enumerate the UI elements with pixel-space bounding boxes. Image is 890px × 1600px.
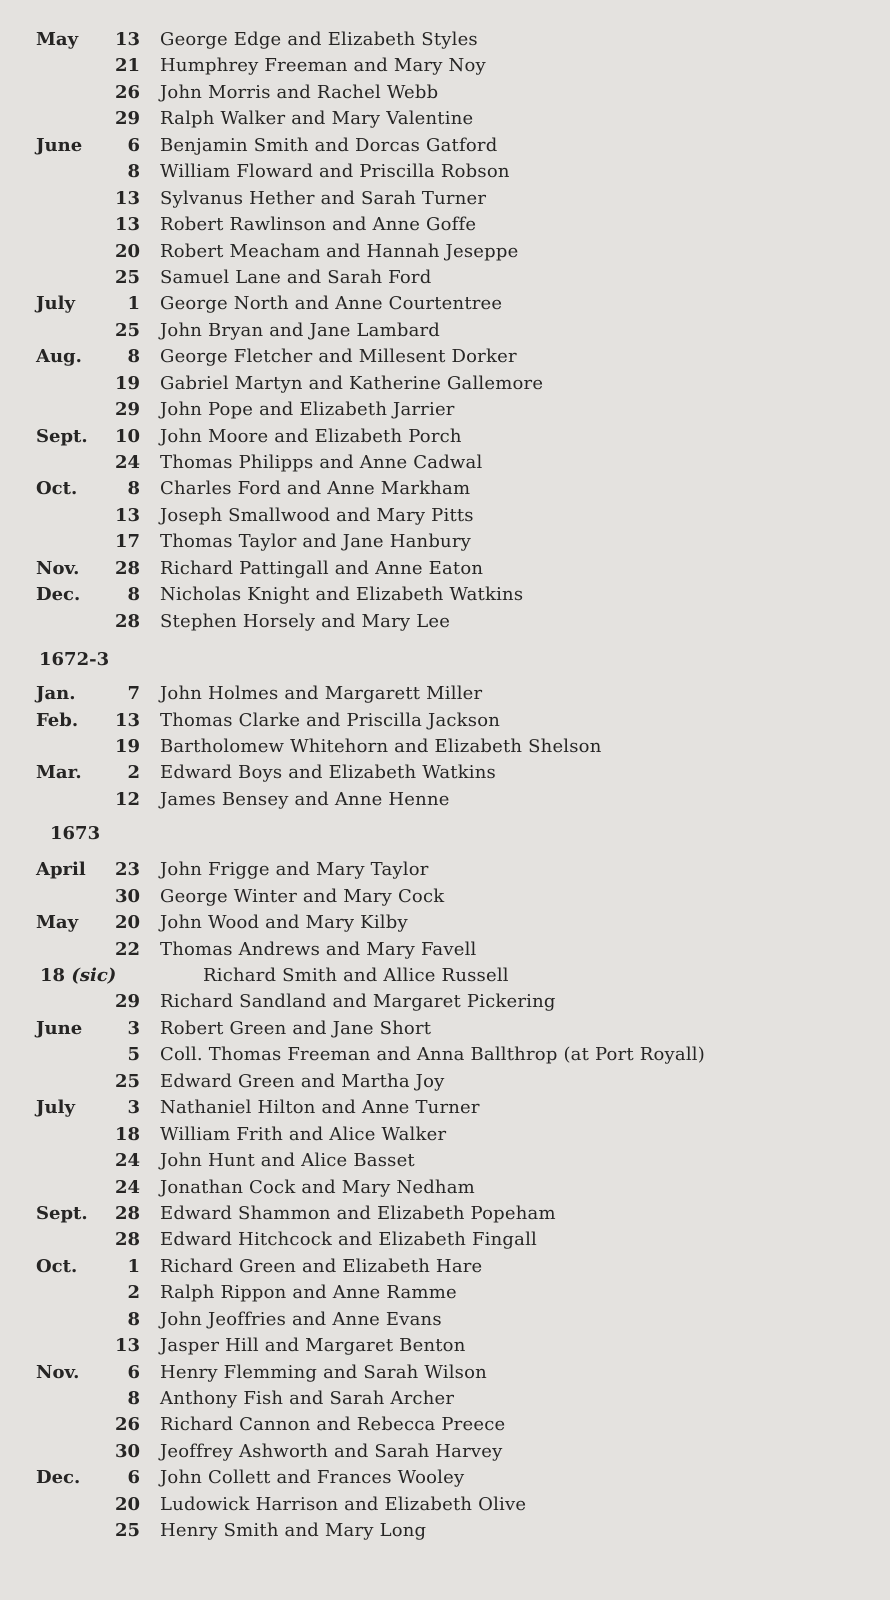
entry-day: 19 bbox=[114, 735, 140, 757]
entry-names: Thomas Taylor and Jane Hanbury bbox=[160, 531, 472, 553]
register-entry bbox=[0, 857, 890, 883]
entry-month: Oct. bbox=[36, 478, 78, 500]
entry-month: Sept. bbox=[36, 425, 88, 447]
register-entry bbox=[0, 734, 890, 760]
entry-day: 18 bbox=[114, 1123, 140, 1145]
register-entry bbox=[0, 1412, 890, 1438]
register-entry bbox=[0, 450, 890, 476]
entry-names: Robert Rawlinson and Anne Goffe bbox=[160, 214, 477, 236]
register-entry bbox=[0, 609, 890, 635]
entry-day: 8 bbox=[127, 346, 140, 368]
entry-names: Robert Meacham and Hannah Jeseppe bbox=[160, 240, 519, 262]
entry-day: 13 bbox=[114, 214, 140, 236]
entry-names: Ralph Rippon and Anne Ramme bbox=[160, 1282, 457, 1304]
entry-names: Richard Green and Elizabeth Hare bbox=[160, 1255, 483, 1277]
entry-day: 30 bbox=[114, 1440, 140, 1462]
register-entry bbox=[0, 27, 890, 53]
entry-day: 10 bbox=[114, 425, 140, 447]
entry-day: 20 bbox=[114, 1493, 140, 1515]
entry-day: 1 bbox=[127, 293, 140, 315]
entry-names: Coll. Thomas Freeman and Anna Ballthrop (at Port Royall) bbox=[160, 1044, 705, 1066]
register-entry bbox=[0, 1016, 890, 1042]
entry-day: 28 bbox=[114, 1202, 140, 1224]
entry-month: Nov. bbox=[36, 1361, 80, 1383]
entry-day: 26 bbox=[114, 81, 140, 103]
entry-day: 5 bbox=[127, 1044, 140, 1066]
entry-names: Thomas Philipps and Anne Cadwal bbox=[160, 452, 483, 473]
register-entry bbox=[0, 476, 890, 502]
entry-names: Richard Cannon and Rebecca Preece bbox=[160, 1414, 506, 1436]
entry-day: 13 bbox=[114, 187, 140, 209]
entry-day: 6 bbox=[127, 1361, 140, 1383]
register-entry bbox=[0, 212, 890, 238]
register-entry bbox=[0, 1280, 890, 1306]
entry-names: John Frigge and Mary Taylor bbox=[160, 859, 429, 881]
entry-day: 3 bbox=[127, 1097, 140, 1119]
entry-day: 29 bbox=[114, 991, 140, 1013]
entry-day: 13 bbox=[114, 504, 140, 526]
entry-day: 13 bbox=[114, 1335, 140, 1357]
entry-day: 17 bbox=[114, 531, 140, 553]
register-entry bbox=[0, 53, 890, 79]
register-entry bbox=[0, 159, 890, 185]
entry-names: Sylvanus Hether and Sarah Turner bbox=[160, 187, 487, 209]
entry-day: 1 bbox=[127, 1255, 140, 1277]
register-entry bbox=[0, 291, 890, 317]
entry-month: Dec. bbox=[36, 1467, 81, 1489]
register-entry bbox=[0, 884, 890, 910]
entry-names: Richard Sandland and Margaret Pickering bbox=[160, 991, 556, 1013]
entry-day: 6 bbox=[127, 134, 140, 156]
entry-day: 22 bbox=[114, 938, 140, 960]
entry-day: 20 bbox=[114, 912, 140, 934]
entry-day: 8 bbox=[127, 584, 140, 606]
register-entry bbox=[0, 1069, 890, 1095]
entry-day: 23 bbox=[114, 859, 140, 881]
register-entry bbox=[0, 133, 890, 159]
register-entry bbox=[0, 937, 890, 963]
register-entry bbox=[0, 1148, 890, 1174]
register-entry bbox=[0, 1175, 890, 1201]
entry-day: 6 bbox=[127, 1467, 140, 1489]
entry-names: Jasper Hill and Margaret Benton bbox=[160, 1335, 466, 1357]
entry-names: Edward Shammon and Elizabeth Popeham bbox=[160, 1202, 556, 1224]
entry-names: Samuel Lane and Sarah Ford bbox=[160, 266, 432, 288]
entry-names: George Fletcher and Millesent Dorker bbox=[160, 346, 517, 368]
register-entry bbox=[0, 344, 890, 370]
entry-day: 2 bbox=[127, 762, 140, 784]
register-entry bbox=[0, 397, 890, 423]
entry-names: Edward Hitchcock and Elizabeth Fingall bbox=[160, 1229, 538, 1251]
register-entry bbox=[0, 1307, 890, 1333]
register-entry bbox=[0, 1386, 890, 1412]
entry-names: John Collett and Frances Wooley bbox=[160, 1467, 465, 1489]
entry-names: Gabriel Martyn and Katherine Gallemore bbox=[160, 372, 544, 394]
entry-names: John Morris and Rachel Webb bbox=[160, 81, 439, 103]
entry-day: 7 bbox=[127, 683, 140, 705]
entry-names: Charles Ford and Anne Markham bbox=[160, 478, 471, 500]
entry-names: John Moore and Elizabeth Porch bbox=[160, 425, 462, 447]
entry-names: John Bryan and Jane Lambard bbox=[160, 319, 441, 341]
entry-names: Jonathan Cock and Mary Nedham bbox=[160, 1176, 475, 1198]
entry-names: John Holmes and Margarett Miller bbox=[160, 683, 483, 705]
register-entry bbox=[0, 681, 890, 707]
register-entry bbox=[0, 318, 890, 344]
entry-sic-note: (sic) bbox=[71, 965, 117, 986]
entry-day: 29 bbox=[114, 108, 140, 130]
entry-month: Sept. bbox=[36, 1202, 88, 1224]
register-entry bbox=[0, 708, 890, 734]
entry-day: 28 bbox=[114, 610, 140, 632]
entry-month: Nov. bbox=[36, 557, 80, 579]
entry-month: June bbox=[36, 1017, 83, 1039]
entry-names: Edward Green and Martha Joy bbox=[160, 1070, 445, 1092]
entry-names: James Bensey and Anne Henne bbox=[160, 788, 450, 810]
entry-names: Anthony Fish and Sarah Archer bbox=[160, 1388, 455, 1409]
entry-day: 26 bbox=[114, 1414, 140, 1436]
register-entry bbox=[0, 989, 890, 1015]
entry-day: 13 bbox=[114, 29, 140, 50]
entry-day: 13 bbox=[114, 709, 140, 731]
entry-day: 8 bbox=[127, 1388, 140, 1409]
entry-day: 24 bbox=[114, 452, 140, 473]
entry-names: Ralph Walker and Mary Valentine bbox=[160, 108, 474, 130]
entry-day: 24 bbox=[114, 1176, 140, 1198]
entry-names: William Floward and Priscilla Robson bbox=[160, 161, 510, 183]
entry-month: Oct. bbox=[36, 1255, 78, 1277]
register-entry bbox=[0, 787, 890, 813]
entry-day: 25 bbox=[114, 1070, 140, 1092]
entry-month: May bbox=[36, 912, 79, 934]
entry-day: 2 bbox=[127, 1282, 140, 1304]
register-entry bbox=[0, 1465, 890, 1491]
year-heading: 1673 bbox=[50, 823, 101, 845]
entry-names: Humphrey Freeman and Mary Noy bbox=[160, 55, 486, 77]
entry-month: Jan. bbox=[36, 683, 76, 705]
entry-month: Feb. bbox=[36, 709, 79, 731]
entry-day: 28 bbox=[114, 557, 140, 579]
entry-month: Mar. bbox=[36, 762, 82, 784]
entry-names: Edward Boys and Elizabeth Watkins bbox=[160, 762, 496, 784]
entry-month: June bbox=[36, 134, 83, 156]
entry-names: Nicholas Knight and Elizabeth Watkins bbox=[160, 584, 524, 606]
register-entry bbox=[0, 1360, 890, 1386]
entry-day: 28 bbox=[114, 1229, 140, 1251]
register-entry bbox=[0, 186, 890, 212]
register-entry bbox=[0, 910, 890, 936]
register-entry bbox=[0, 1254, 890, 1280]
entry-names: Nathaniel Hilton and Anne Turner bbox=[160, 1097, 480, 1119]
register-entry bbox=[0, 1042, 890, 1068]
register-entry bbox=[0, 1122, 890, 1148]
entry-day: 24 bbox=[114, 1150, 140, 1172]
register-entry bbox=[0, 1201, 890, 1227]
entry-month: Dec. bbox=[36, 584, 81, 606]
entry-month: April bbox=[36, 859, 86, 881]
register-entry bbox=[0, 503, 890, 529]
entry-month: July bbox=[36, 1097, 75, 1119]
entry-day: 8 bbox=[127, 478, 140, 500]
entry-names: Thomas Andrews and Mary Favell bbox=[160, 938, 477, 960]
entry-day: 25 bbox=[114, 266, 140, 288]
register-entry bbox=[0, 529, 890, 555]
register-entry bbox=[0, 1518, 890, 1544]
register-entry bbox=[0, 1333, 890, 1359]
entry-names: Joseph Smallwood and Mary Pitts bbox=[160, 504, 474, 526]
register-entry bbox=[0, 963, 890, 989]
register-entry bbox=[0, 556, 890, 582]
register-entry bbox=[0, 265, 890, 291]
entry-month: May bbox=[36, 29, 79, 50]
year-heading: 1672-3 bbox=[39, 649, 110, 671]
entry-day: 25 bbox=[114, 1520, 140, 1542]
register-entry bbox=[0, 760, 890, 786]
register-entry bbox=[0, 1439, 890, 1465]
entry-names: William Frith and Alice Walker bbox=[160, 1123, 447, 1145]
entry-day: 30 bbox=[114, 885, 140, 907]
entry-names: Richard Pattingall and Anne Eaton bbox=[160, 557, 484, 579]
entry-names: John Pope and Elizabeth Jarrier bbox=[160, 399, 455, 421]
register-entry bbox=[0, 1227, 890, 1253]
entry-names: Henry Flemming and Sarah Wilson bbox=[160, 1361, 487, 1383]
entry-names: Benjamin Smith and Dorcas Gatford bbox=[160, 134, 498, 156]
entry-day: 19 bbox=[114, 372, 140, 394]
entry-names: Thomas Clarke and Priscilla Jackson bbox=[160, 709, 501, 731]
register-entry bbox=[0, 1492, 890, 1518]
entry-names: Jeoffrey Ashworth and Sarah Harvey bbox=[160, 1440, 503, 1462]
entry-month: Aug. bbox=[36, 346, 82, 368]
entry-names: George Winter and Mary Cock bbox=[160, 885, 445, 907]
register-entry bbox=[0, 80, 890, 106]
entry-day bbox=[40, 963, 160, 989]
entry-day: 8 bbox=[127, 1308, 140, 1330]
entry-day: 3 bbox=[127, 1017, 140, 1039]
entry-day: 29 bbox=[114, 399, 140, 421]
entry-day: 20 bbox=[114, 240, 140, 262]
entry-names: John Jeoffries and Anne Evans bbox=[160, 1308, 442, 1330]
entry-day: 12 bbox=[114, 788, 140, 810]
entry-names: Ludowick Harrison and Elizabeth Olive bbox=[160, 1493, 527, 1515]
entry-month: July bbox=[36, 293, 75, 315]
entry-names: Bartholomew Whitehorn and Elizabeth Shelson bbox=[160, 735, 602, 757]
entry-names: Richard Smith and Allice Russell bbox=[203, 965, 509, 986]
entry-names: Henry Smith and Mary Long bbox=[160, 1520, 427, 1542]
entry-names: George Edge and Elizabeth Styles bbox=[160, 29, 478, 50]
entry-names: John Wood and Mary Kilby bbox=[160, 912, 408, 934]
entry-names: Stephen Horsely and Mary Lee bbox=[160, 610, 451, 632]
entry-day: 21 bbox=[114, 55, 140, 77]
entry-day: 8 bbox=[127, 161, 140, 183]
register-entry bbox=[0, 582, 890, 608]
register-entry bbox=[0, 239, 890, 265]
register-entry bbox=[0, 1095, 890, 1121]
entry-names: Robert Green and Jane Short bbox=[160, 1017, 432, 1039]
entry-names: George North and Anne Courtentree bbox=[160, 293, 503, 315]
register-entry bbox=[0, 106, 890, 132]
register-entry bbox=[0, 424, 890, 450]
entry-names: John Hunt and Alice Basset bbox=[160, 1150, 415, 1172]
entry-day: 25 bbox=[114, 319, 140, 341]
entry-day-number: 18 bbox=[40, 965, 66, 986]
register-entry bbox=[0, 371, 890, 397]
